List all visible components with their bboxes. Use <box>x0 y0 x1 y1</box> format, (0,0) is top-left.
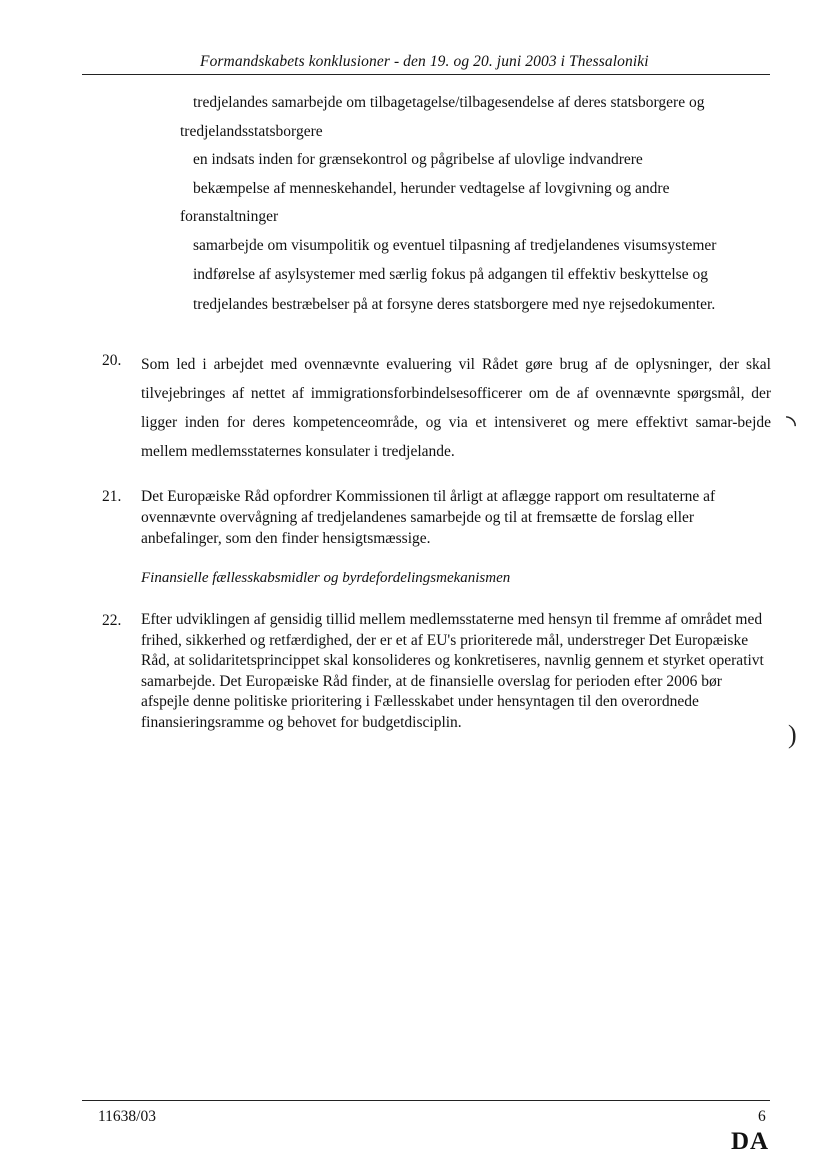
page-header-title: Formandskabets konklusioner - den 19. og 20. juni 2003 i Thessaloniki <box>200 53 649 70</box>
list-line: indførelse af asylsystemer med særlig fokus på adgangen til effektiv beskyttelse og <box>193 266 708 283</box>
page-number: 6 <box>758 1108 766 1125</box>
paragraph-text: Efter udviklingen af gensidig tillid mellem medlemsstaterne med hensyn til fremme af området med frihed, sikkerhed og retfærdighed, der er et af EU's prioriterede mål, understreger Det Europæiske Råd, at solidaritetsprincippet skal konsolideres og konkretiseres, navnlig gennem et styrket operativt samarbejde. Det Europæiske Råd finder, at de finansielle overslag for perioden efter 2006 bør afspejle denne politiske prioritering i Fællesskabet under hensyntagen til den overordnede finansieringsramme og behovet for budgetdisciplin. <box>141 611 764 731</box>
margin-mark-paren-icon: ) <box>788 720 797 749</box>
language-code: DA <box>731 1128 770 1155</box>
paragraph-number: 20. <box>102 352 122 369</box>
paragraph-number: 22. <box>102 612 122 629</box>
footer-rule <box>82 1100 770 1101</box>
list-line: bekæmpelse af menneskehandel, herunder vedtagelse af lovgivning og andre <box>193 180 670 197</box>
margin-mark-arc-icon: ◝ <box>786 410 797 439</box>
paragraph-text: Som led i arbejdet med ovennævnte evaluering vil Rådet gøre brug af de oplysninger, der skal tilvejebringes af nettet af immigrationsforbindelsesofficerer om de af ovennævnte spørgsmål, der ligger inden for deres kompetenceområde, og via et intensiveret og mere effektivt samar-bejde mellem medlemsstaternes konsulater i tredjelande. <box>141 356 771 460</box>
list-line: foranstaltninger <box>180 208 279 225</box>
list-line: tredjelandes bestræbelser på at forsyne deres statsborgere med nye rejsedokumenter. <box>193 296 716 313</box>
doc-number: 11638/03 <box>98 1108 156 1125</box>
paragraph-number: 21. <box>102 488 122 505</box>
list-line: en indsats inden for grænsekontrol og pågribelse af ulovlige indvandrere <box>193 151 643 168</box>
list-line: samarbejde om visumpolitik og eventuel tilpasning af tredjelandenes visumsystemer <box>193 237 717 254</box>
paragraph-text: Det Europæiske Råd opfordrer Kommissionen til årligt at aflægge rapport om resultaterne af ovennævnte overvågning af tredjelandenes samarbejde og til at fremsætte de forslag eller anbefalinger, som den finder hensigtsmæssige. <box>141 488 716 547</box>
section-heading: Finansielle fællesskabsmidler og byrdefordelingsmekanismen <box>141 570 511 586</box>
list-line: tredjelandes samarbejde om tilbagetagelse/tilbagesendelse af deres statsborgere og <box>193 94 705 111</box>
header-rule <box>82 74 770 75</box>
list-line: tredjelandsstatsborgere <box>180 123 323 140</box>
